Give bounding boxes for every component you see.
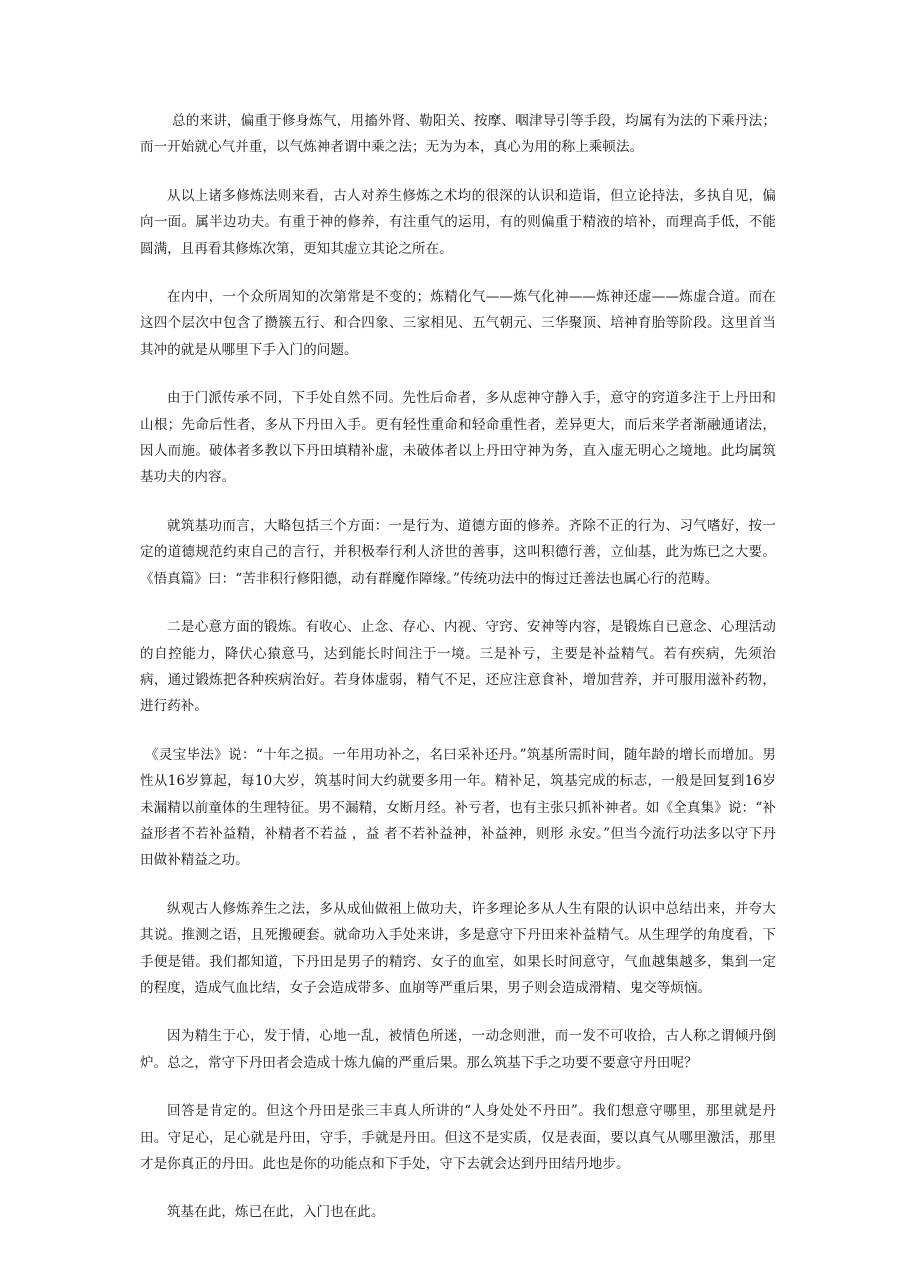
paragraph: 《灵宝毕法》说：“十年之损。一年用功补之，名曰采补还丹。”筑基所需时间，随年龄的增长而增加。男性从16岁算起，每10大岁，筑基时间大约就要多用一年。精补足，筑基完成的标志，一般是回复到16岁未漏精以前童体的生理特征。男不漏精，女断月经。补亏者，也有主张只抓补神者。如《全真集》说：“补益形者不若补益精，补精者不若益 ，益 者不若补益神，补益神，则形 永安。”但当今流行功法多以守下丹田做补精益之功。 xyxy=(140,746,776,869)
paragraph: 在内中，一个众所周知的次第常是不变的；炼精化气——炼气化神——炼神还虚——炼虚合道。而在这四个层次中包含了攒簇五行、和合四象、三家相见、五气朝元、三华聚顶、培神育胎等阶段。这里首当其冲的就是从哪里下手入门的问题。 xyxy=(140,289,776,358)
paragraph: 就筑基功而言，大略包括三个方面：一是行为、道德方面的修养。齐除不正的行为、习气嗜好，按一定的道德规范约束自己的言行，并积极奉行利人济世的善事，这叫积德行善，立仙基，此为炼已之大要。《悟真篇》曰：“苦非积行修阳德，动有群魔作障缘。”传统功法中的悔过迁善法也属心行的范畴。 xyxy=(140,517,776,587)
paragraph: 回答是肯定的。但这个丹田是张三丰真人所讲的“人身处处不丹田”。我们想意守哪里，那里就是丹田。守足心，足心就是丹田，守手，手就是丹田。但这不是实质，仅是表面，要以真气从哪里激活，那里才是你真正的丹田。此也是你的功能点和下手处，守下去就会达到丹田结丹地步。 xyxy=(140,1103,776,1172)
paragraph: 从以上诸多修炼法则来看，古人对养生修炼之术均的很深的认识和造诣，但立论持法，多执自见，偏向一面。属半边功夫。有重于神的修养，有注重气的运用，有的则偏重于精液的培补，而理高手低，不能圆满，且再看其修炼次第，更知其虚立其论之所在。 xyxy=(140,187,776,257)
paragraph: 筑基在此，炼已在此，入门也在此。 xyxy=(167,1204,385,1221)
paragraph: 纵观古人修炼养生之法，多从成仙做祖上做功夫，许多理论多从人生有限的认识中总结出来，并夸大其说。推测之语，且死搬硬套。就命功入手处来讲，多是意守下丹田来补益精气。从生理学的角度看，下手便是错。我们都知道，下丹田是男子的精窍、女子的血室，如果长时间意守，气血越集越多，集到一定的程度，造成气血比结，女子会造成带多、血崩等严重后果，男子则会造成滑精、鬼交等烦恼。 xyxy=(140,900,776,996)
paragraph: 总的来讲，偏重于修身炼气，用搐外肾、勒阳关、按摩、咽津导引等手段，均属有为法的下乘丹法；而一开始就心气并重，以气炼神者谓中乘之法；无为为本，真心为用的称上乘顿法。 xyxy=(140,113,776,156)
paragraph: 因为精生于心，发于情，心地一乱，被情色所迷，一动念则泄，而一发不可收拾，古人称之谓倾丹倒炉。总之，常守下丹田者会造成十炼九偏的严重后果。那么筑基下手之功要不要意守丹田呢？ xyxy=(140,1028,776,1071)
paragraph: 由于门派传承不同，下手处自然不同。先性后命者，多从虑神守静入手，意守的窍道多注于上丹田和山根；先命后性者，多从下丹田入手。更有轻性重命和轻命重性者，差异更大，而后来学者渐融通诸法，因人而施。破体者多教以下丹田填精补虚，未破体者以上丹田守神为务，直入虚无明心之境地。此均属筑基功夫的内容。 xyxy=(140,390,776,486)
document-body xyxy=(140,108,776,1248)
paragraph: 二是心意方面的锻炼。有收心、止念、存心、内视、守窍、安神等内容，是锻炼自已意念、心理活动的自控能力，降伏心猿意马，达到能长时间注于一境。三是补亏，主要是补益精气。若有疾病，先须治病，通过锻炼把各种疾病治好。若身体虚弱，精气不足，还应注意食补，增加营养，并可服用滋补药物，进行药补。 xyxy=(140,619,776,715)
